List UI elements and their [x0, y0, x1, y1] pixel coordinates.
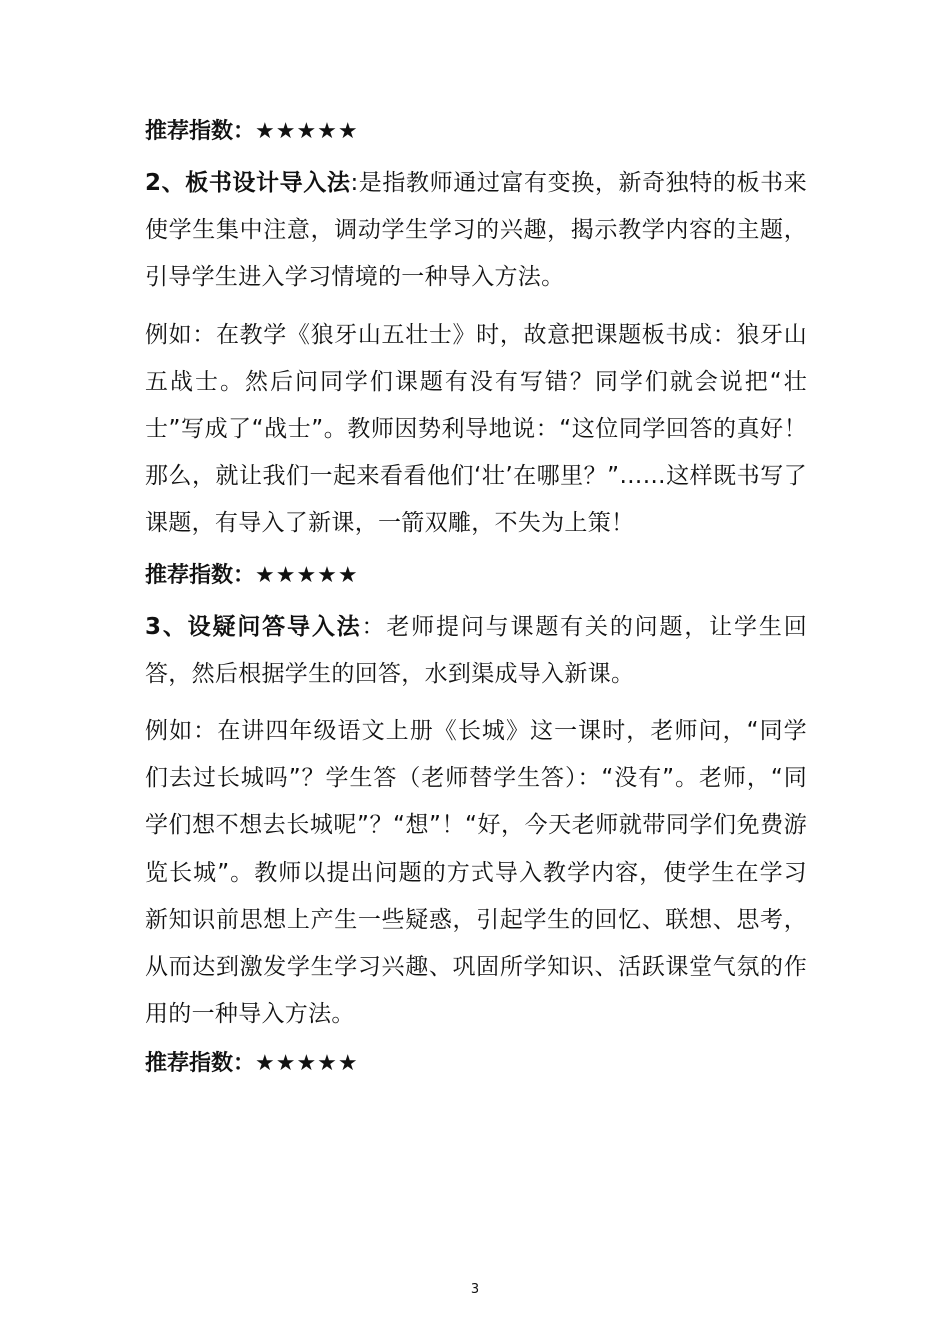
section-3-intro	[145, 604, 807, 698]
section-3-example: 例如：在讲四年级语文上册《长城》这一课时，老师问，“同学们去过长城吗”？学生答（老师替学生答）：“没有”。老师，“同学们想不想去长城呢”？“想”！“好，今天老师就带同学们免费游览长城”。教师以提出问题的方式导入教学内容，使学生在学习新知识前思想上产生一些疑惑，引起学生的回忆、联想、思考，从而达到激发学生学习兴趣、巩固所学知识、活跃课堂气氛的作用的一种导入方法。	[145, 718, 807, 1028]
recommendation-rating	[145, 1044, 807, 1084]
section-2-heading: 2、板书设计导入法	[145, 170, 351, 196]
section-2-intro	[145, 160, 807, 302]
section-3-heading: 3、设疑问答导入法	[145, 613, 362, 640]
section-3-body: ：老师提问与课题有关的问题，让学生回答，然后根据学生的回答，水到渠成导入新课。	[145, 613, 807, 687]
rating-label: 推荐指数：	[145, 562, 256, 588]
star-rating-icon: ★★★★★	[255, 1051, 359, 1077]
star-rating-icon: ★★★★★	[255, 562, 359, 588]
page-number: 3	[470, 1282, 480, 1297]
star-rating-icon: ★★★★★	[255, 119, 359, 144]
section-2-example: 例如：在教学《狼牙山五壮士》时，故意把课题板书成：狼牙山五战士。然后问同学们课题有没有写错？同学们就会说把“壮士”写成了“战士”。教师因势利导地说：“这位同学回答的真好！那么，就让我们一起来看看他们‘壮’在哪里？”……这样既书写了课题，有导入了新课，一箭双雕，不失为上策！	[145, 321, 807, 537]
rating-label: 推荐指数：	[145, 119, 256, 144]
section-2-body: :是指教师通过富有变换，新奇独特的板书来使学生集中注意，调动学生学习的兴趣，揭示教学内容的主题，引导学生进入学习情境的一种导入方法。	[145, 170, 807, 291]
rating-label: 推荐指数：	[145, 1051, 256, 1077]
document-page	[145, 112, 807, 1084]
recommendation-rating	[145, 112, 807, 152]
recommendation-rating	[145, 556, 807, 596]
